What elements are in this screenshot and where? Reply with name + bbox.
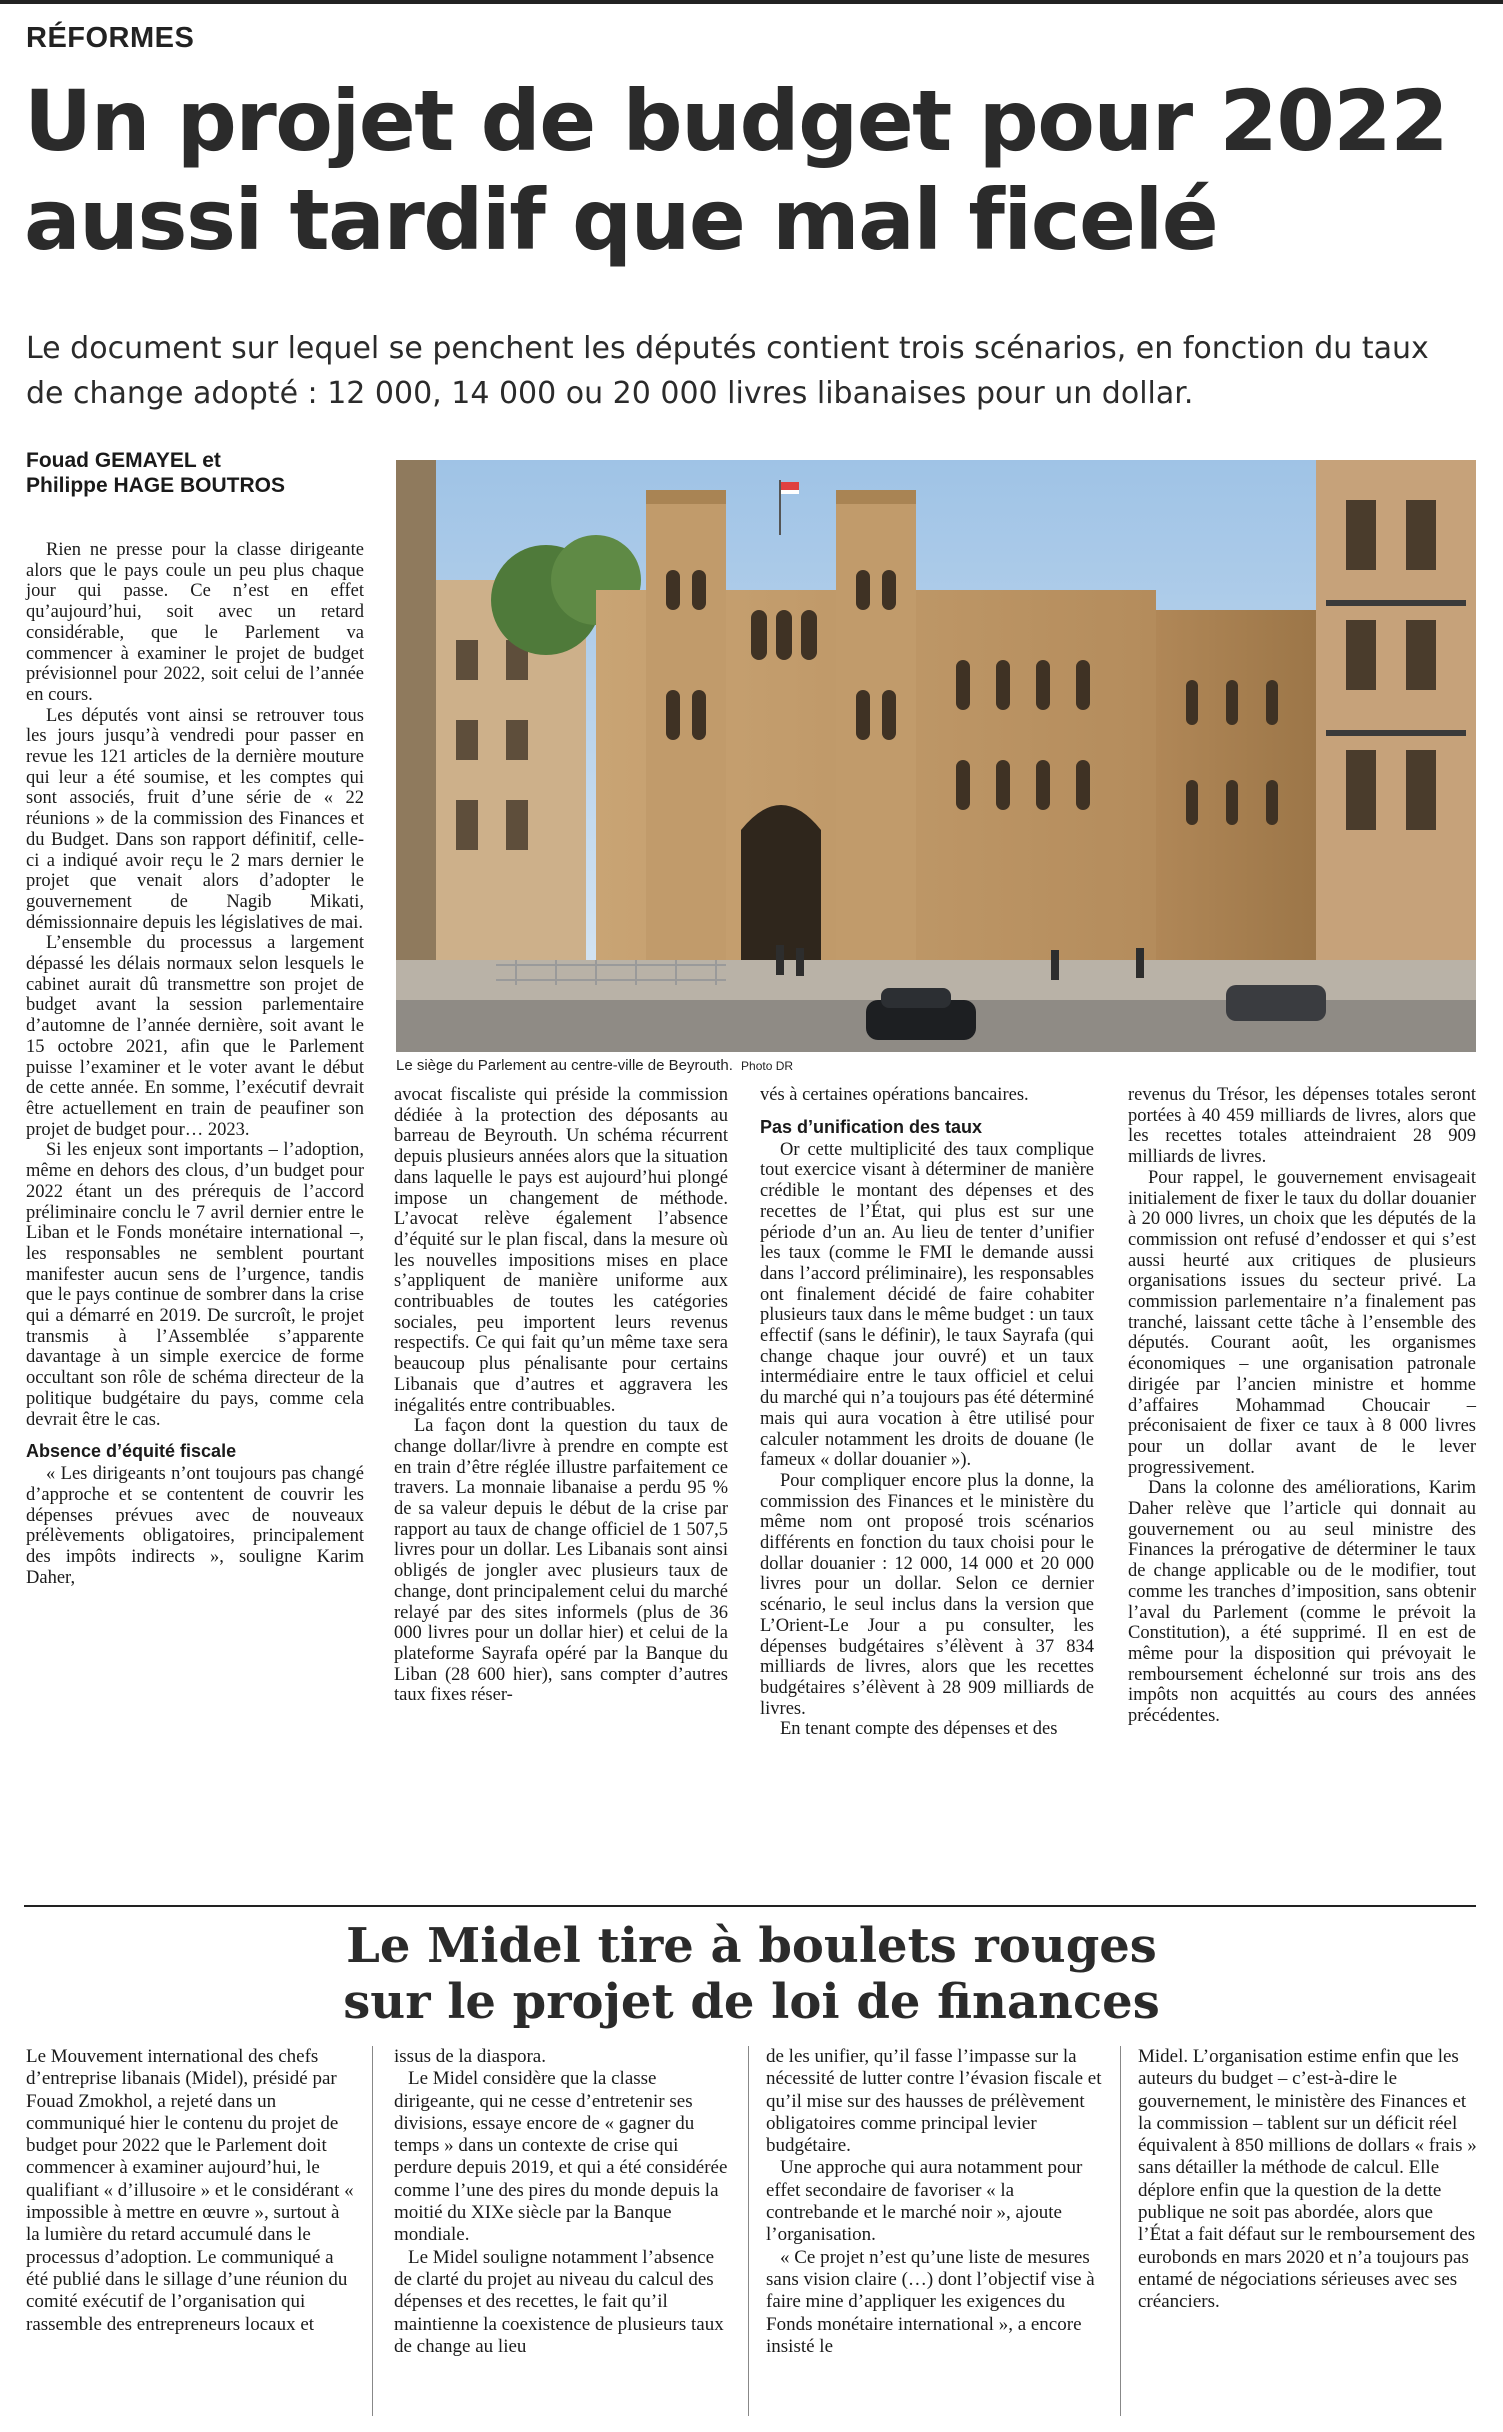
headline bbox=[24, 72, 1484, 270]
paragraph: L’ensemble du processus a largement dépassé les délais normaux selon lesquels le cabinet aurait dû transmettre son projet de budget avant la session parlementaire d’automne de l’année dernière, soit avant le 15 octobre 2021, afin que le Parlement puisse l’examiner et le voter avant le début de cette année. En somme, l’exécutif devrait être actuellement en train de peaufiner son projet de budget pour… 2023. bbox=[26, 933, 364, 1140]
midel-headline bbox=[0, 1918, 1503, 2030]
paragraph: Le Midel souligne notamment l’absence de clarté du projet au niveau du calcul des dépenses et des recettes, le fait qu’il maintienne la coexistence de plusieurs taux de change au lieu bbox=[394, 2246, 724, 2357]
article-column-2 bbox=[394, 1085, 728, 1706]
paragraph: vés à certaines opérations bancaires. bbox=[760, 1085, 1029, 1105]
byline-author: Philippe HAGE BOUTROS bbox=[26, 474, 286, 497]
standfirst: Le document sur lequel se penchent les députés contient trois scénarios, en fonction du taux de change adopté : 12 000, 14 000 ou 20 000 livres libanaises pour un dollar. bbox=[26, 331, 1429, 411]
paragraph: Le Midel considère que la classe dirigeante, qui ne cesse d’entretenir ses divisions, essaye encore de « gagner du temps » dans un contexte de crise qui perdure depuis 2019, et qui a été considérée comme l’une des pires du monde depuis la moitié du XIXe siècle par la Banque mondiale. bbox=[394, 2068, 728, 2246]
paragraph: avocat fiscaliste qui préside la commission dédiée à la protection des déposants au barreau de Beyrouth. Un schéma récurrent depuis plusieurs années alors que la situation dans laquelle le pays est aujourd’hui plongé impose un changement de méthode. L’avocat relève également l’absence d’équité sur le plan fiscal, dans la mesure où les nouvelles impositions mises en place s’appliquent de manière uniforme aux contribuables de toutes les catégories sociales, peu importent leurs revenus respectifs. Ce qui fait qu’un même taxe sera beaucoup plus pénalisante pour certains Libanais que d’autres et aggravera les inégalités entre contribuables. bbox=[394, 1085, 728, 1416]
midel-headline-line: Le Midel tire à boulets rouges bbox=[346, 1918, 1157, 1974]
article-column-4 bbox=[1128, 1085, 1476, 1727]
midel-column-3 bbox=[766, 2046, 1106, 2358]
subheading: Pas d’unification des taux bbox=[760, 1116, 983, 1137]
photo-caption bbox=[396, 1057, 1096, 1074]
headline-line: Un projet de budget pour 2022 bbox=[24, 72, 1448, 170]
article-column-3 bbox=[760, 1085, 1094, 1740]
paragraph: revenus du Trésor, les dépenses totales seront portées à 40 459 milliards de livres, alors que les recettes totales atteindraient 28 909 milliards de livres. bbox=[1128, 1085, 1476, 1168]
column-rule bbox=[748, 2046, 749, 2416]
paragraph: La façon dont la question du taux de change dollar/livre à prendre en compte est en train d’être réglée illustre parfaitement ce travers. La monnaie libanaise a perdu 95 % de sa valeur depuis le début de la crise par rapport au taux de change officiel de 1 507,5 livres pour un dollar. Les Libanais sont ainsi obligés de jongler avec plusieurs taux de change, dont principalement celui du marché relayé par des sites informels (plus de 36 000 livres pour un dollar hier) et celui de la plateforme Sayrafa opéré par la Banque du Liban (28 600 hier), sans compter d’autres taux fixes réser- bbox=[394, 1416, 728, 1706]
paragraph: Dans la colonne des améliorations, Karim Daher relève que l’article qui donnait au gouvernement ou au seul ministre des Finances la prérogative de déterminer le taux de change applicable ou de le modifier, tout comme les tranches d’imposition, sans obtenir l’aval du Parlement (comme le prévoit la Constitution), a été supprimé. Il en est de même pour la disposition qui prévoyait le remboursement échelonné sur trois ans des impôts non acquittés au cours des années précédentes. bbox=[1128, 1478, 1476, 1727]
top-rule bbox=[0, 0, 1503, 4]
paragraph: Une approche qui aura notamment pour effet secondaire de favoriser « la contrebande et le marché noir », ajoute l’organisation. bbox=[766, 2157, 1083, 2246]
paragraph: issus de la diaspora. bbox=[394, 2046, 546, 2067]
midel-headline-line: sur le projet de loi de finances bbox=[343, 1974, 1160, 2030]
paragraph: Pour compliquer encore plus la donne, la commission des Finances et le ministère du même nom ont proposé trois scénarios différents en fonction du taux choisi pour le dollar douanier : 12 000, 14 000 et 20 000 livres pour un dollar. Selon ce dernier scénario, le seul inclus dans la version que L’Orient-Le Jour a pu consulter, les dépenses budgétaires s’élèvent à 37 834 milliards de livres, alors que les recettes budgétaires s’élèvent à 28 909 milliards de livres. bbox=[760, 1470, 1094, 1719]
paragraph: Pour rappel, le gouvernement envisageait initialement de fixer le taux du dollar douanier à 20 000 livres, un choix que les députés de la commission ont refusé d’endosser et qui s’est aussi heurté aux critiques de plusieurs organisations issues du secteur privé. La commission parlementaire n’a finalement pas tranché, laissant cette tâche à l’ensemble des députés. Courant août, les organismes économiques – une organisation patronale dirigée par l’ancien ministre et homme d’affaires Mohammad Choucair – préconisaient de fixer ce taux à 8 000 livres pour un dollar avant de le lever progressivement. bbox=[1128, 1167, 1476, 1478]
paragraph: de les unifier, qu’il fasse l’impasse sur la nécessité de lutter contre l’évasion fiscale et qu’il mise sur des hausses de prélèvement obligatoires comme principal levier budgétaire. bbox=[766, 2046, 1102, 2157]
parliament-photo bbox=[396, 460, 1476, 1052]
paragraph: Les députés vont ainsi se retrouver tous les jours jusqu’à vendredi pour passer en revue les 121 articles de la dernière mouture qui leur a été soumise, et les comptes qui sont associés, fruit d’une série de « 22 réunions » de la commission des Finances et du Budget. Dans son rapport définitif, celle-ci a indiqué avoir reçu le 2 mars dernier le projet que venait alors d’adopter le gouvernement de Nagib Mikati, démissionnaire depuis les législatives de mai. bbox=[26, 705, 364, 933]
column-rule bbox=[1120, 2046, 1121, 2416]
section-divider bbox=[24, 1905, 1476, 1907]
paragraph: Le Mouvement international des chefs d’entreprise libanais (Midel), présidé par Fouad Zmokhol, a rejeté dans un communiqué hier le contenu du projet de budget pour 2022 que le Parlement doit commencer à examiner aujourd’hui, le qualifiant « d’illusoire » et le considérant « impossible à mettre en œuvre », surtout à la lumière du retard accumulé dans le processus d’adoption. Le communiqué a été publié dans le sillage d’une réunion du comité exécutif de l’organisation qui rassemble des entrepreneurs locaux et bbox=[26, 2046, 354, 2335]
article-column-1 bbox=[26, 540, 364, 1588]
caption-text: Le siège du Parlement au centre-ville de Beyrouth. bbox=[396, 1057, 733, 1074]
paragraph: Si les enjeux sont importants – l’adoption, même en dehors des clous, d’un budget pour 2022 étant un des prérequis de l’accord préliminaire conclu le 7 avril dernier entre le Liban et le Fonds monétaire international –, les responsables ne semblent pourtant manifester aucun sens de l’urgence, tandis que le pays continue de sombrer dans la crise qui a démarré en 2019. De surcroît, le projet transmis à l’Assemblée s’apparente davantage à un simple exercice de forme occultant son rôle de schéma directeur de la politique budgétaire du pays, comme cela devrait être le cas. bbox=[26, 1140, 364, 1430]
paragraph: Midel. L’organisation estime enfin que les auteurs du budget – c’est-à-dire le gouvernement, le ministère des Finances et la commission – tablent sur un déficit réel équivalent à 850 millions de dollars « frais » sans détailler la méthode de calcul. Elle déplore enfin que la question de la dette publique ne soit pas abordée, alors que l’État a fait défaut sur le remboursement des eurobonds en mars 2020 et n’a toujours pas entamé de négociations sérieuses avec ses créanciers. bbox=[1138, 2046, 1477, 2313]
paragraph: Rien ne presse pour la classe dirigeante alors que le pays coule un peu plus chaque jour qui passe. Ce n’est en effet qu’aujourd’hui, soit avec un retard considérable, que le Parlement va commencer à examiner le projet de budget prévisionnel pour 2022, soit celui de l’année en cours. bbox=[26, 540, 364, 705]
subheading: Absence d’équité fiscale bbox=[26, 1441, 237, 1462]
section-rubric: RÉFORMES bbox=[26, 22, 195, 54]
photo-credit: Photo DR bbox=[741, 1059, 794, 1073]
midel-column-1 bbox=[26, 2046, 356, 2336]
byline-author: Fouad GEMAYEL et bbox=[26, 449, 221, 472]
paragraph: « Ce projet n’est qu’une liste de mesures sans vision claire (…) dont l’objectif vise à faire mine d’appliquer les exigences du Fonds monétaire international », a encore insisté le bbox=[766, 2246, 1095, 2357]
midel-column-2 bbox=[394, 2046, 734, 2358]
paragraph: « Les dirigeants n’ont toujours pas changé d’approche et se contentent de couvrir les dépenses prévues avec de nouveaux prélèvements obligatoires, principalement des impôts indirects », souligne Karim Daher, bbox=[26, 1464, 364, 1588]
byline bbox=[26, 448, 366, 498]
paragraph: En tenant compte des dépenses et des bbox=[780, 1719, 1058, 1740]
headline-line: aussi tardif que mal ficelé bbox=[24, 171, 1218, 269]
midel-column-4 bbox=[1138, 2046, 1478, 2314]
parliament-building-image bbox=[396, 460, 1476, 1052]
column-rule bbox=[372, 2046, 373, 2416]
paragraph: Or cette multiplicité des taux complique tout exercice visant à déterminer de manière crédible le montant des dépenses et des recettes de l’État, qui plus est sur une période d’un an. Au lieu de tenter d’unifier les taux (comme le FMI le demande aussi dans l’accord préliminaire), les responsables ont finalement décidé de faire cohabiter plusieurs taux dans le même budget : un taux effectif (sans le définir), le taux Sayrafa (qui change chaque jour ouvré) et un taux intermédiaire entre le taux officiel et celui du marché qui n’a toujours pas été déterminé mais qui aura vocation à être utilisé pour calculer notamment les droits de douane (le fameux « dollar douanier »). bbox=[760, 1139, 1094, 1471]
